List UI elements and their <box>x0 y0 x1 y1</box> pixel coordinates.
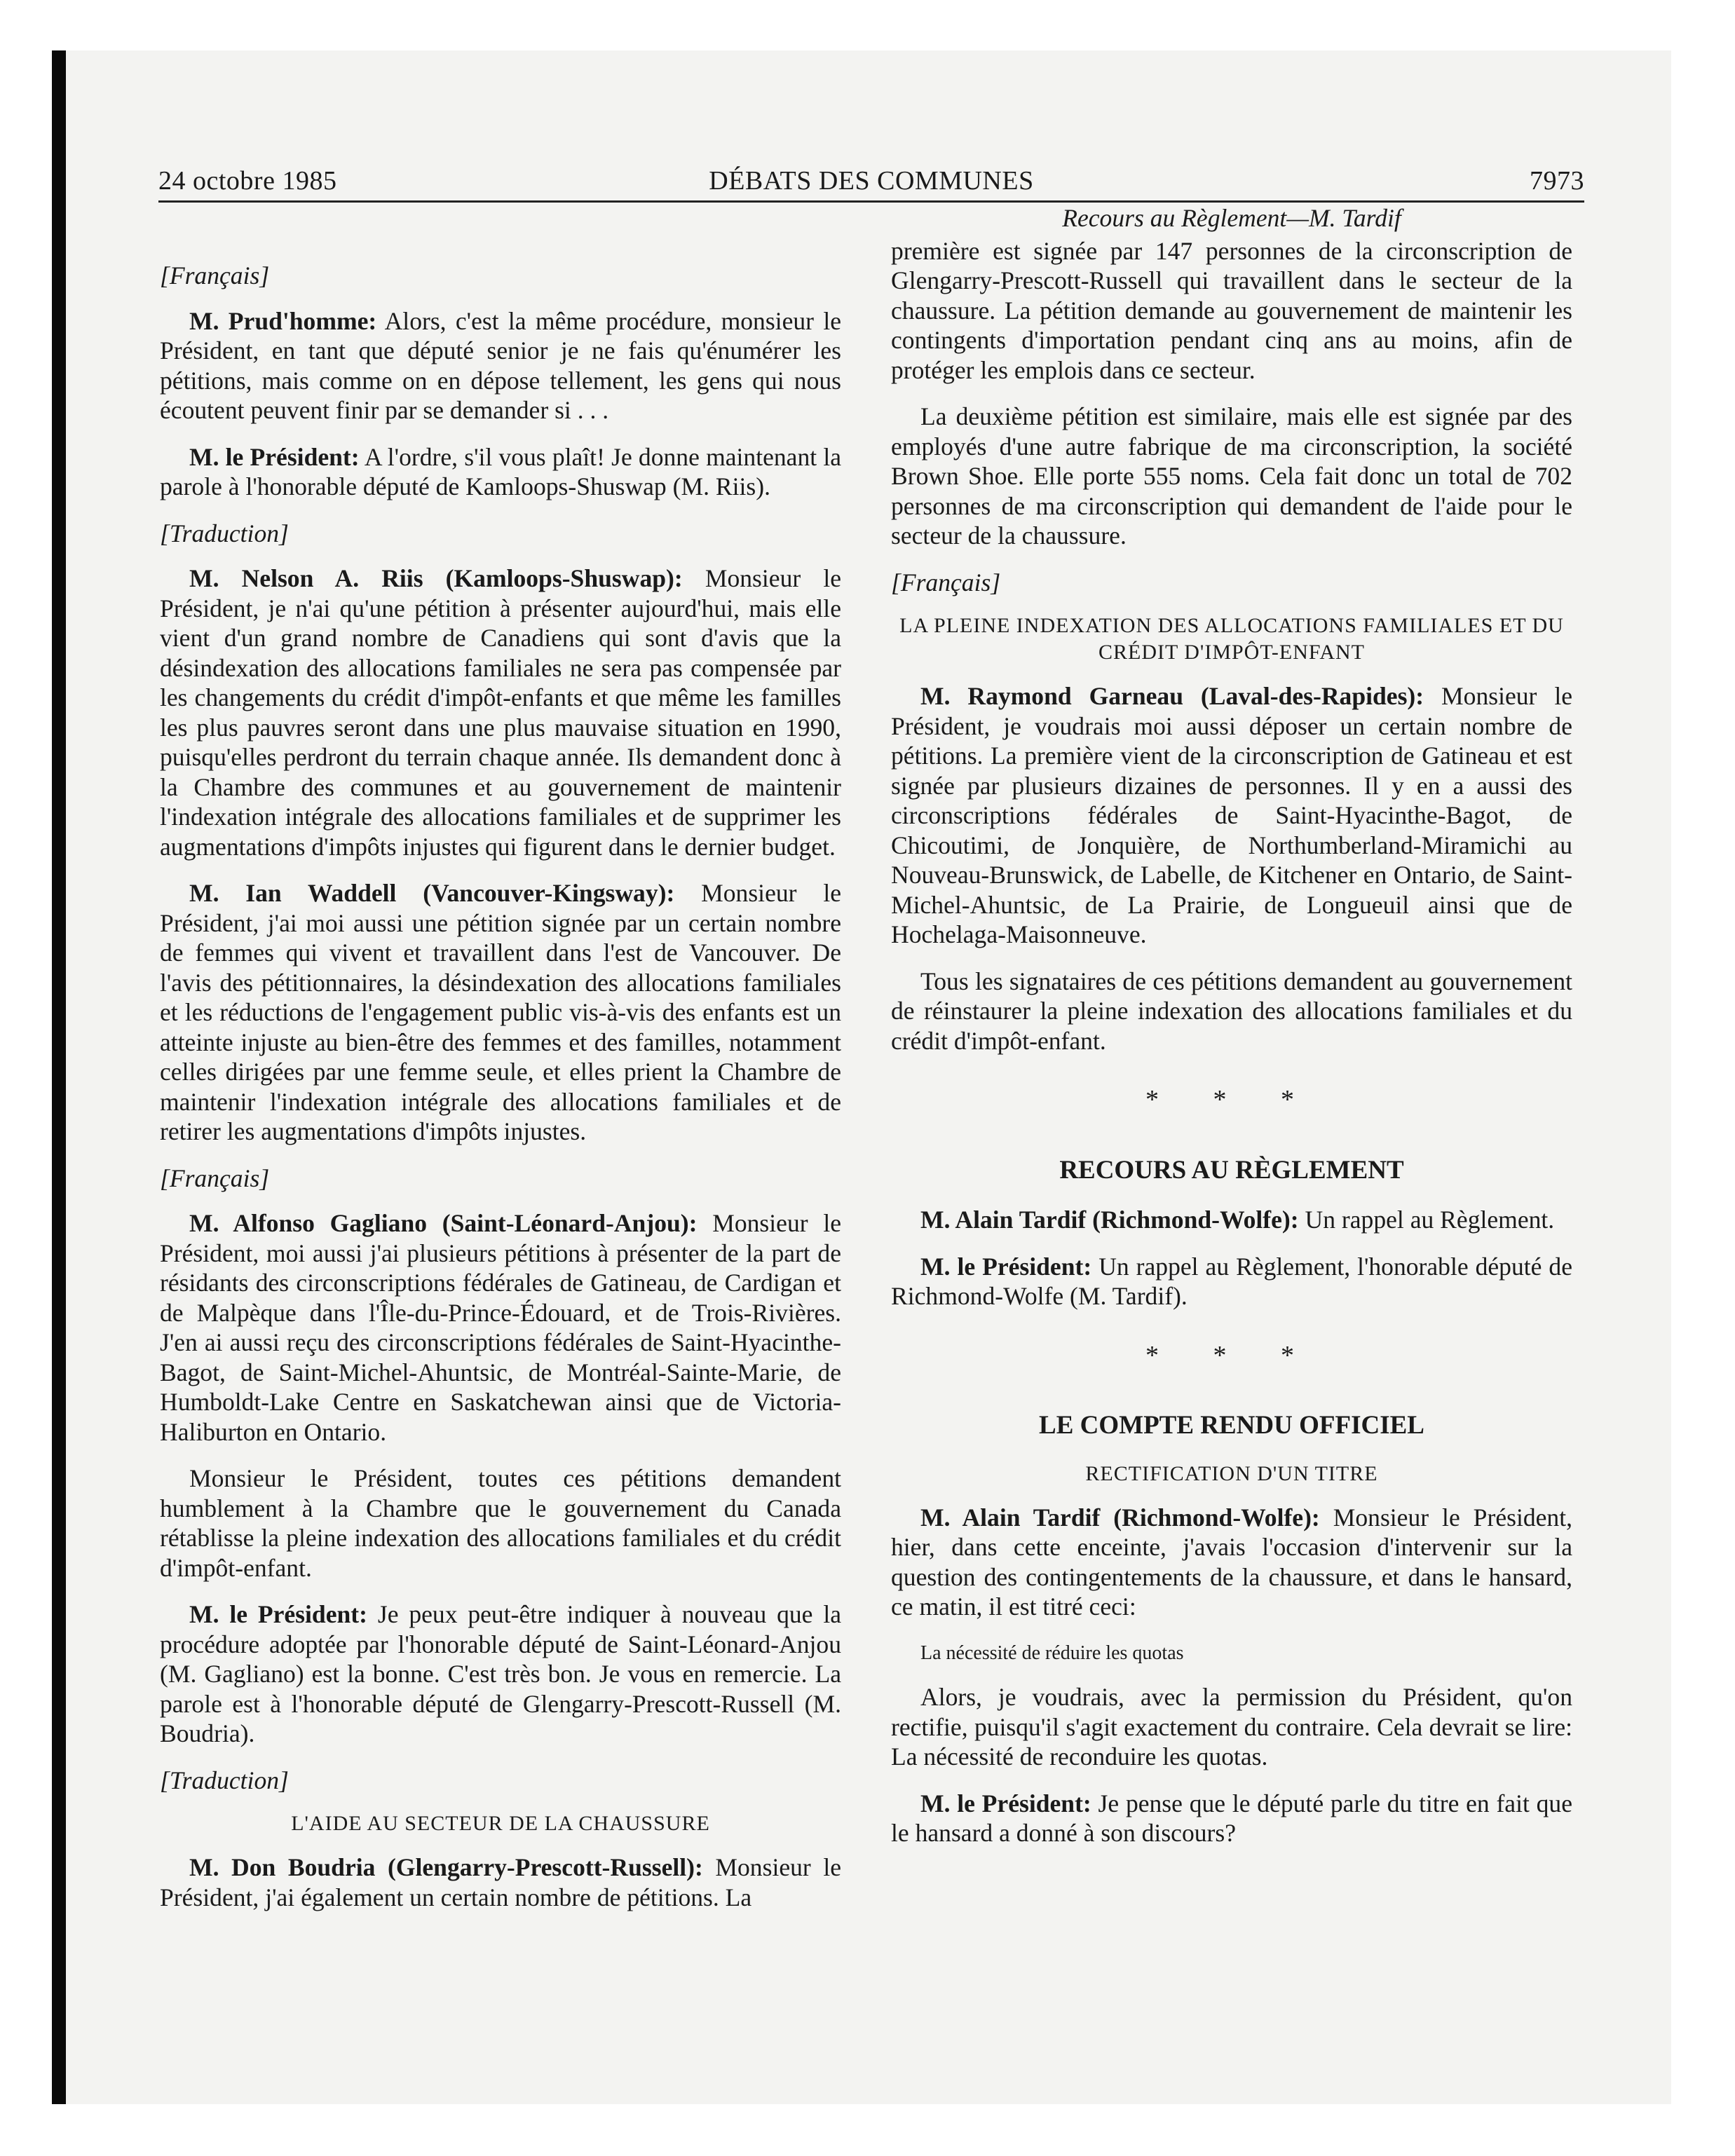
speaker-name: M. le Président: <box>189 442 360 471</box>
paragraph <box>891 1789 1572 1848</box>
language-marker: [Traduction] <box>160 1766 289 1794</box>
section-heading: RECOURS AU RÈGLEMENT <box>1059 1155 1404 1185</box>
paragraph <box>160 564 841 861</box>
running-head: Recours au Règlement—M. Tardif <box>1062 204 1401 232</box>
paragraph <box>160 442 841 502</box>
paragraph <box>891 681 1572 950</box>
speaker-name: M. Alfonso Gagliano (Saint-Léonard-Anjou): <box>189 1209 698 1237</box>
speaker-name: M. le Président: <box>189 1600 367 1628</box>
language-marker: [Traduction] <box>160 519 289 547</box>
left-column <box>160 261 841 1929</box>
speech-text: A l'ordre, s'il vous plaît! Je donne maintenant la parole à l'honorable député de Kamloops-Shuswap (M. Riis). <box>160 442 841 500</box>
language-marker: [Français] <box>160 261 270 289</box>
paragraph: La deuxième pétition est similaire, mais elle est signée par des employés d'une autre fabrique de ma circonscription, la société Brown Shoe. Elle porte 555 noms. Cela fait donc un total de 702 personnes de ma circonscription qui demandent de l'aide pour le secteur de la chaussure. <box>891 402 1572 550</box>
page-header <box>158 164 1584 203</box>
paragraph <box>891 1205 1572 1235</box>
speech-text: Je peux peut-être indiquer à nouveau que la procédure adoptée par l'honorable député de Saint-Léonard-Anjou (M. Gagliano) est la bonne. C'est très bon. Je vous en remercie. La parole est à l'honorable député de Glengarry-Prescott-Russell (M. Boudria). <box>160 1600 841 1747</box>
speaker-name: M. le Président: <box>920 1789 1091 1817</box>
section-separator: * * * <box>1145 1340 1318 1370</box>
speech-text: Un rappel au Règlement. <box>1298 1206 1555 1234</box>
paragraph <box>891 1252 1572 1311</box>
paragraph: Tous les signataires de ces pétitions demandent au gouvernement de réinstaurer la pleine indexation des allocations familiales et du crédit d'impôt-enfant. <box>891 967 1572 1055</box>
subheading: RECTIFICATION D'UN TITRE <box>1085 1461 1378 1485</box>
header-title: DÉBATS DES COMMUNES <box>709 166 1034 196</box>
speaker-name: M. Don Boudria (Glengarry-Prescott-Russell): <box>189 1853 703 1881</box>
header-page-number: 7973 <box>1530 166 1584 196</box>
subheading: L'AIDE AU SECTEUR DE LA CHAUSSURE <box>291 1812 710 1835</box>
speech-text: Monsieur le Président, je voudrais moi aussi déposer un certain nombre de pétitions. La première vient de la circonscription de Gatineau et est signée par plusieurs dizaines de personnes. Il y en a aussi des circonscriptions fédérales de Saint-Hyacinthe-Bagot, de Chicoutimi, de Jonquière, de Northumberland-Miramichi au Nouveau-Brunswick, de Labelle, de Kitchener en Ontario, de Saint-Michel-Ahuntsic, de La Prairie, de Longueuil ainsi que de Hochelaga-Maisonneuve. <box>891 682 1572 948</box>
section-heading: LE COMPTE RENDU OFFICIEL <box>1039 1411 1424 1440</box>
speech-text: Monsieur le Président, moi aussi j'ai plusieurs pétitions à présenter de la part de résidants des circonscriptions fédérales de Gatineau, de Cardigan et de Malpèque dans l'Île-du-Prince-Édouard, et de Trois-Rivières. J'en ai aussi reçu des circonscriptions fédérales de Saint-Hyacinthe-Bagot, de Saint-Michel-Ahuntsic, de Montréal-Sainte-Marie, de Humboldt-Lake Centre en Saskatchewan ainsi que de Victoria-Haliburton en Ontario. <box>160 1209 841 1446</box>
speech-text: Monsieur le Président, hier, dans cette enceinte, j'avais l'occasion d'intervenir sur la question des contingentements de la chaussure, et dans le hansard, ce matin, il est titré ceci: <box>891 1503 1572 1621</box>
language-marker: [Français] <box>160 1164 270 1192</box>
paragraph <box>891 1503 1572 1622</box>
subheading-line: LA PLEINE INDEXATION DES ALLOCATIONS FAMILIALES ET DU <box>899 614 1564 637</box>
speaker-name: M. Alain Tardif (Richmond-Wolfe): <box>920 1206 1299 1234</box>
section-separator: * * * <box>1145 1085 1318 1114</box>
right-column <box>891 203 1572 1865</box>
speech-text: Alors, c'est la même procédure, monsieur le Président, en tant que député senior je ne fais qu'énumérer les pétitions, mais comme on en dépose tellement, les gens qui nous écoutent peuvent finir par se demander si . . . <box>160 306 841 424</box>
subheading-line: CRÉDIT D'IMPÔT-ENFANT <box>1098 641 1366 664</box>
paragraph <box>160 1853 841 1912</box>
speaker-name: M. Nelson A. Riis (Kamloops-Shuswap): <box>189 564 683 592</box>
speech-text: Je pense que le député parle du titre en fait que le hansard a donné à son discours? <box>891 1789 1572 1847</box>
quoted-title: La nécessité de réduire les quotas <box>920 1642 1184 1664</box>
speaker-name: M. Prud'homme: <box>189 306 377 335</box>
paragraph: première est signée par 147 personnes de la circonscription de Glengarry-Prescott-Russell qui travaillent dans le secteur de la chaussure. La pétition demande au gouvernement de maintenir les contingents d'importation pendant cinq ans au moins, afin de protéger les emplois dans ce secteur. <box>891 236 1572 384</box>
scan-edge <box>52 50 66 2104</box>
paragraph: Monsieur le Président, toutes ces pétitions demandent humblement à la Chambre que le gouvernement du Canada rétablisse la pleine indexation des allocations familiales et du crédit d'impôt-enfant. <box>160 1464 841 1582</box>
paragraph: Alors, je voudrais, avec la permission du Président, qu'on rectifie, puisqu'il s'agit exactement du contraire. Cela devrait se lire: La nécessité de reconduire les quotas. <box>891 1683 1572 1770</box>
header-date: 24 octobre 1985 <box>158 166 337 196</box>
speaker-name: M. Alain Tardif (Richmond-Wolfe): <box>920 1503 1320 1531</box>
speaker-name: M. Ian Waddell (Vancouver-Kingsway): <box>189 879 675 907</box>
paragraph <box>160 306 841 425</box>
speech-text: Monsieur le Président, j'ai moi aussi une pétition signée par un certain nombre de femmes qui vivent et travaillent dans l'est de Vancouver. De l'avis des pétitionnaires, la désindexation des allocations familiales et les réductions de l'engagement public vis-à-vis des enfants est un atteinte injuste au bien-être des femmes et des familles, notamment celles dirigées par une femme seule, et elles prient la Chambre de maintenir l'indexation intégrale des allocations familiales et de retirer les augmentations d'impôts injustes. <box>160 879 841 1145</box>
paragraph <box>160 1599 841 1749</box>
subheading <box>891 613 1572 666</box>
language-marker: [Français] <box>891 568 1001 596</box>
speaker-name: M. le Président: <box>920 1252 1092 1281</box>
speech-text: Un rappel au Règlement, l'honorable député de Richmond-Wolfe (M. Tardif). <box>891 1252 1572 1310</box>
paragraph <box>160 1208 841 1447</box>
speech-text: Monsieur le Président, j'ai également un certain nombre de pétitions. La <box>160 1853 841 1911</box>
speaker-name: M. Raymond Garneau (Laval-des-Rapides): <box>920 682 1424 710</box>
speech-text: Monsieur le Président, je n'ai qu'une pétition à présenter aujourd'hui, mais elle vient d'un grand nombre de Canadiens qui sont d'avis que la désindexation des allocations familiales ne sera pas compensée par les changements du crédit d'impôt-enfants et que même les familles les plus pauvres seront dans une plus mauvaise situation en 1990, puisqu'elles perdront du terrain chaque année. Ils demandent donc à la Chambre des communes et au gouvernement de maintenir l'indexation intégrale des allocations familiales et de supprimer les augmentations d'impôts injustes qui figurent dans le dernier budget. <box>160 564 841 861</box>
paragraph <box>160 878 841 1147</box>
